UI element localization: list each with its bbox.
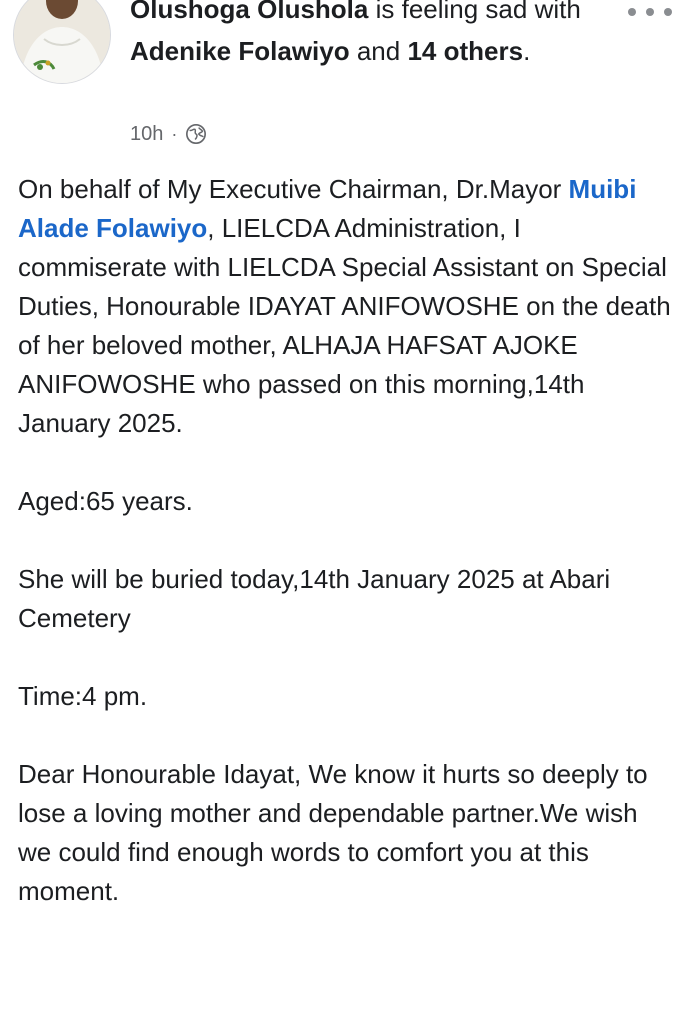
paragraph-3: She will be buried today,14th January 2025 at Abari Cemetery <box>18 564 611 633</box>
post-meta <box>130 120 207 148</box>
tagged-others-link[interactable]: 14 others <box>407 36 524 66</box>
meta-separator: · <box>171 123 178 144</box>
feeling-text: is feeling sad <box>375 0 528 24</box>
post-header-text <box>130 0 610 72</box>
more-options-button[interactable] <box>628 0 672 24</box>
paragraph-spacer <box>18 443 673 482</box>
and-text: and <box>356 36 401 66</box>
paragraph-1-prefix: On behalf of My Executive Chairman, Dr.Mayor <box>18 174 569 204</box>
more-dot-icon <box>646 8 654 16</box>
paragraph-spacer <box>18 521 673 560</box>
paragraph-1 <box>18 170 673 443</box>
globe-icon[interactable] <box>185 123 207 145</box>
paragraph-1-suffix: , LIELCDA Administration, I commiserate with LIELCDA Special Assistant on Special Duties, Honourable IDAYAT ANIFOWOSHE on the death of her beloved mother, ALHAJA HAFSAT AJOKE ANIFOWOSHE who passed on this morning,14th January 2025. <box>18 213 671 438</box>
more-dot-icon <box>628 8 636 16</box>
mention-link[interactable]: Muibi Alade Folawiyo <box>18 174 637 243</box>
paragraph-spacer <box>18 716 673 755</box>
paragraph-spacer <box>18 638 673 677</box>
author-avatar[interactable] <box>13 0 111 84</box>
post-body <box>18 170 673 911</box>
paragraph-2: Aged:65 years. <box>18 486 193 516</box>
paragraph-5: Dear Honourable Idayat, We know it hurts so deeply to lose a loving mother and dependable partner.We wish we could find enough words to comfort you at this moment. <box>18 759 648 906</box>
post-header <box>0 0 681 150</box>
tagged-person-name[interactable]: Adenike Folawiyo <box>130 36 350 66</box>
with-text: with <box>534 0 581 24</box>
avatar-image <box>14 0 110 83</box>
paragraph-4: Time:4 pm. <box>18 681 148 711</box>
header-period: . <box>523 36 531 66</box>
author-name[interactable]: Olushoga Olushola <box>130 0 369 24</box>
more-dot-icon <box>664 8 672 16</box>
post-timestamp[interactable]: 10h <box>130 122 164 145</box>
